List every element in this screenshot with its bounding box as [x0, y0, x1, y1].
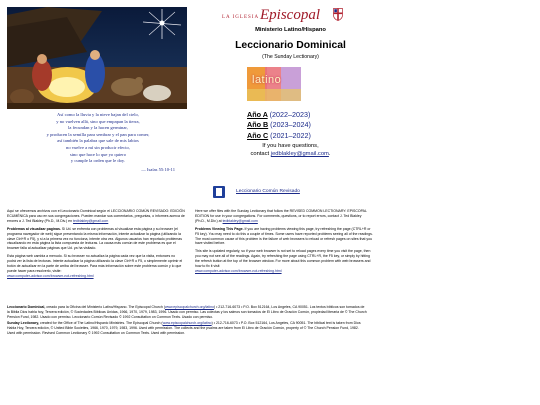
credits-footer: Leccionario Dominical, creado para la Oficina del Ministerio Latino/Hispano. The Episcopal Church (www.episcopalchurch.org/latino) • 212-716-6073 • P.O. Box 512164, Los Angeles, CA 90051. Los textos bíblicos son tomados de la Biblia Dios habla hoy, Tercera edición, © Sociedades Bíblicas Unidas, 1966, 1970, 1979, 1983, 1996. Usado con permiso. Las colectas y los salmos son tomados de El Libro de Oración Común, propiedad literaria de © The Church Pension Fund, 1982. Usado con permiso. Leccionario Común Revisado © 1992 Consultation on Common Texts. Usado con permiso. Sunday Lectionary, created for the Office of The Latino/Hispanic Ministries. The Episcopal Church (www.episcopalchurch.org/latino) • 212-716-6073 • P.O. Box 512164, Los Angeles, CA 90051. The biblical text is taken from Dios Habla Hoy, Tercera edición, © United Bible Societies, 1966, 1970, 1979, 1983, 1996. Used with permission. The collects and the psalms are taken from El Libro de Oración Común, property of © The Church Pension Fund, 1982. Used with permission. Revised Common Lectionary © 1992 Consultation on Common Texts. Used with permission.	[7, 305, 367, 335]
footer-english-credits: • 212-716-6073 • P.O. Box 512164, Los Angeles, CA 90051. The biblical text is taken from Dios Habla Hoy, Tercera edición, © United Bible Societies, 1966, 1970, 1979, 1983, 1996. Used with permission. The collects and the psalms are taken from El Libro de Oración Común, property of © The Church Pension Fund, 1982. Used with permission. Revised Common Lectionary © 1992 Consultation on Common Texts. Used with permission.	[7, 320, 361, 335]
spanish-info-column	[7, 209, 185, 282]
page-title: Leccionario Dominical	[235, 40, 346, 51]
logo-name: Episcopal	[260, 7, 320, 23]
verse-line: y no vuelven allá, sino que empapan la tierra,	[56, 118, 140, 124]
verse-line: sino que hace lo que yo quiero	[69, 151, 127, 157]
contact-suffix: .	[328, 150, 331, 157]
year-range: (2022–2023)	[269, 110, 311, 119]
year-link-a[interactable]	[247, 110, 311, 120]
english-email-link[interactable]: tedblakley@gmail.com	[222, 218, 258, 223]
english-problems-title: Problems Viewing This Page.	[195, 226, 244, 231]
nativity-painting	[7, 7, 187, 109]
year-label: Año B	[247, 120, 269, 130]
year-link-b[interactable]	[247, 120, 311, 130]
footer-english-title: Sunday Lectionary,	[7, 320, 40, 325]
year-label: Año A	[247, 110, 268, 119]
footer-spanish-title: Leccionario Dominical,	[7, 305, 46, 309]
footer-spanish-credits: • 212-716-6073 • P.O. Box 512164, Los Angeles, CA 90051. Los textos bíblicos son tomados de la Biblia Dios habla hoy, Tercera edición, © Sociedades Bíblicas Unidas, 1966, 1970, 1979, 1983, 1996. Usado con permiso. Las colectas y los salmos son tomados de El Libro de Oración Común, propiedad literaria de © The Church Pension Fund, 1982. Usado con permiso. Leccionario Común Revisado © 1992 Consultation on Common Texts. Usado con permiso.	[7, 305, 367, 319]
latino-badge-text: latino	[252, 74, 282, 86]
pdf-icon[interactable]	[213, 186, 225, 198]
verse-line: la fecundan y la hacen germinar,	[68, 125, 128, 131]
year-range: (2021–2022)	[270, 130, 311, 140]
english-problems-text: If you are having problems viewing this page, try refreshing the page (CTRL+R or F5 key). You may need to do this a couple of times. Some users have reported problems seeing all of the readings. The most common cause of this problem is the failure of web browsers to reload or refresh pages on sites that you have visited before.	[195, 226, 373, 246]
contact-line1: If you have questions,	[262, 143, 319, 149]
footer-english-text: created for the Office of The Latino/Hispanic Ministries. The Episcopal Church	[40, 320, 161, 325]
footer-english-link[interactable]: www.episcopalchurch.org/latino	[162, 320, 212, 325]
footer-spanish-link[interactable]: www.episcopalchurch.org/latino	[164, 305, 214, 309]
contact-email-link[interactable]: jedblakley@gmail.com	[270, 150, 329, 157]
verse-source: — Isaías 55:10-11	[141, 166, 175, 172]
page-subtitle: (The Sunday Lectionary)	[262, 54, 319, 60]
verse-line: y cumple la orden que le doy.	[70, 158, 126, 164]
english-intro: Here we offer files with the Sunday Lectionary that follow the REVISED COMMON LECTIONARY: EPISCOPAL EDITION for use in your congregations. For comments, questions, or to report errors, contact J. Ted Blakley (Ph.D., M.Div.) at	[195, 209, 367, 223]
contact-note	[208, 143, 373, 159]
verse-line: así también la palabra que sale de mis labios	[57, 138, 139, 144]
english-advisor-link[interactable]: www.computer-advisor.com/browser-not-refreshing.html	[195, 268, 282, 273]
episcopal-logo[interactable]	[208, 6, 368, 28]
english-info-column	[195, 209, 373, 277]
contact-prefix: contact	[250, 150, 270, 157]
verse-line: Así como la lluvia y la nieve bajan del cielo,	[57, 112, 139, 117]
verse-line: no vuelve a mí sin producir efecto,	[66, 144, 130, 150]
spanish-email-link[interactable]: tedblakley@gmail.com	[73, 218, 109, 223]
spanish-update-text: Esta página web cambia a menudo. Si su browser no actualiza la página cada vez que la visita, entonces no podrá ver la lista de lecturas. Intente actualizar la página utilizando la clave Ctrl+R o F5, o simplemente oprimir el botón de actualizar en la parte de arriba del browser. Para más información sobre este problema común y lo que puede hacer para resolverlo, visite:	[7, 254, 183, 273]
spanish-problems-title: Problemas al visualizar paginas.	[7, 226, 61, 231]
verse-line: y producen la semilla para sembrar y el pan para comer,	[46, 131, 150, 137]
spanish-advisor-link[interactable]: www.computer-advisor.com/browser-not-refreshing.html	[7, 273, 94, 278]
year-range: (2023–2024)	[270, 120, 311, 130]
footer-spanish-text: creado para la Oficina del Ministerio Latino/Hispano. The Episcopal Church	[46, 305, 163, 309]
year-links	[247, 110, 311, 141]
shield-icon	[333, 8, 343, 26]
ministry-name: Ministerio Latino/Hispano	[255, 27, 326, 33]
year-link-c[interactable]	[247, 131, 311, 141]
spanish-intro: Aquí se ofrecemos archivos con el Leccionario Dominical según el LECCIONARIO COMÚN REVISADO: EDICIÓN ECUMÉNICA para uso en sus congregaciones. Pueden mandar sus comentarios, preguntas, o informes acerca de errores a J. Ted Blakley (Ph.D., M.Div.) en	[7, 209, 185, 223]
bible-verse	[7, 112, 189, 173]
rcl-link[interactable]: Leccionario Común Revisado	[236, 189, 300, 194]
logo-prefix: LA IGLESIA	[222, 15, 260, 20]
year-label: Año C	[247, 130, 269, 140]
spanish-problems-text: Si Ud. se enfrenta con problemas al visualizar esta página y su browser (el programa navegador de web) sigue presentando la misma información, intente actualizar la página (utilizando la clave Ctrl+R o F5), y si a la primera vez no funciona, intente otra vez. Algunos usuarios han reportado problemas visualizando en esta página la lista compuesta de lecturas. La causa más común de este problema es que el browser falla al actualizar páginas que Ud. ya ha visitado.	[7, 226, 182, 251]
english-update-text: This site is updated regularly, so if your web browser is not set to reload pages every time you visit the page, then you may not see all of the readings. Again, try refreshing the page using CTRL+R, the F5 key, or simply by hitting the refresh button at the top of the browser window. For more about this common problem with web browsers and how to fix it visit	[195, 249, 371, 269]
